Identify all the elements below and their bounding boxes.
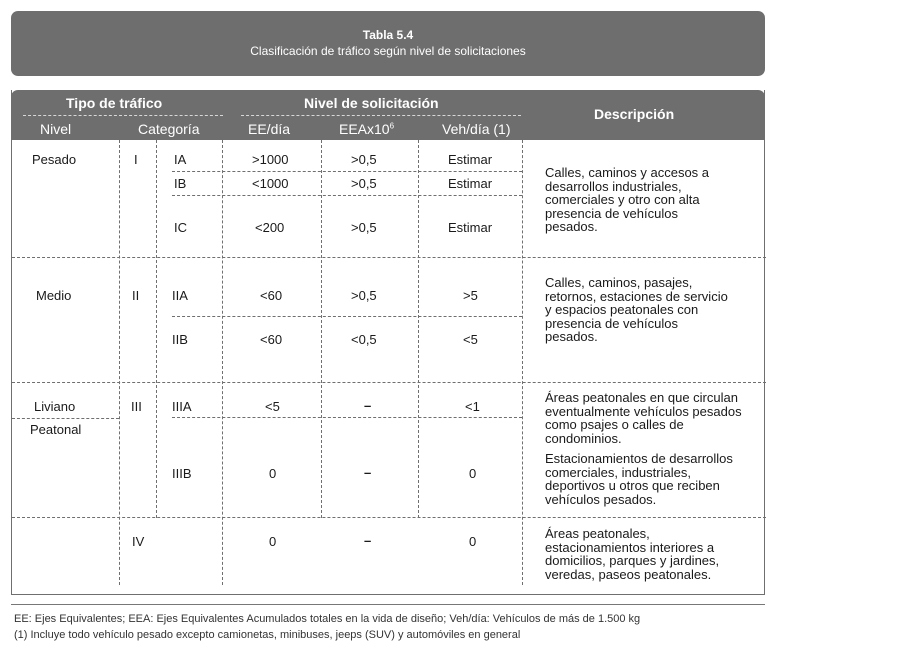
header-categoria: Categoría xyxy=(138,121,200,137)
table-header xyxy=(11,90,765,140)
caption-number: Tabla 5.4 xyxy=(362,28,414,42)
row-divider-iii xyxy=(12,517,766,518)
cell-eea-ia: >0,5 xyxy=(351,152,377,167)
col-divider-nivel xyxy=(119,140,120,585)
cell-veh-iia: >5 xyxy=(463,288,478,303)
footnote-rule xyxy=(11,604,765,605)
row-divider-iiia xyxy=(172,417,522,418)
cell-eea-iiib: – xyxy=(364,465,372,480)
col-divider-ee xyxy=(321,140,322,518)
row-divider-liviano xyxy=(12,418,119,419)
cell-veh-iiib: 0 xyxy=(469,466,477,481)
cell-cat-iiib: IIIB xyxy=(172,466,192,481)
footnote-1: (1) Incluye todo vehículo pesado excepto camionetas, minibuses, jeeps (SUV) y automóviles en general xyxy=(14,629,521,641)
cell-eea-iiia: – xyxy=(364,398,372,413)
row-divider-iia xyxy=(172,316,522,317)
cell-roman-ii: II xyxy=(132,288,140,303)
cell-cat-iib: IIB xyxy=(172,332,188,347)
col-divider-veh xyxy=(522,140,523,585)
desc-medio: Calles, caminos, pasajes, retornos, estaciones de servicio y espacios peatonales con presencia de vehículos pesados. xyxy=(545,275,728,344)
col-divider-roman xyxy=(156,140,157,518)
cell-nivel-liviano: Liviano xyxy=(34,399,76,414)
traffic-classification-table xyxy=(11,90,765,595)
desc-liviano-2: Estacionamientos de desarrollos comerciales, industriales, deportivos u otros que reciben vehículos pesados. xyxy=(545,451,733,507)
caption-title: Clasificación de tráfico según nivel de solicitaciones xyxy=(250,44,526,58)
cell-veh-ic: Estimar xyxy=(448,220,493,235)
cell-veh-ib: Estimar xyxy=(448,176,493,191)
cell-roman-iii: III xyxy=(131,399,142,414)
cell-ee-iib: <60 xyxy=(260,332,283,347)
cell-veh-iib: <5 xyxy=(463,332,478,347)
footnote-abbreviations: EE: Ejes Equivalentes; EEA: Ejes Equivalentes Acumulados totales en la vida de diseño; Veh/día: Vehículos de más de 1.500 kg xyxy=(14,613,641,625)
header-tipo-trafico: Tipo de tráfico xyxy=(66,95,163,111)
cell-veh-ia: Estimar xyxy=(448,152,493,167)
row-divider-pesado xyxy=(12,257,766,258)
cell-nivel-medio: Medio xyxy=(36,288,72,303)
desc-liviano-1: Áreas peatonales en que circulan eventualmente vehículos pesados como psajes o calles de condominios. xyxy=(545,390,742,446)
cell-eea-iib: <0,5 xyxy=(351,332,377,347)
row-divider-ib xyxy=(172,195,522,196)
cell-eea-ib: >0,5 xyxy=(351,176,377,191)
cell-eea-iia: >0,5 xyxy=(351,288,377,303)
cell-cat-ib: IB xyxy=(174,176,187,191)
cell-ee-ib: <1000 xyxy=(252,176,289,191)
header-divider-tipo xyxy=(23,115,223,116)
header-divider-nivel xyxy=(241,115,521,116)
header-nivel: Nivel xyxy=(40,121,72,137)
cell-veh-iv: 0 xyxy=(469,534,477,549)
cell-cat-ic: IC xyxy=(174,220,187,235)
cell-roman-i: I xyxy=(134,152,138,167)
cell-ee-iv: 0 xyxy=(269,534,277,549)
col-divider-categoria xyxy=(222,140,223,585)
cell-ee-iia: <60 xyxy=(260,288,283,303)
cell-ee-iiia: <5 xyxy=(265,399,280,414)
header-ee-dia: EE/día xyxy=(248,121,291,137)
cell-nivel-peatonal: Peatonal xyxy=(30,422,82,437)
header-veh-dia: Veh/día (1) xyxy=(442,121,511,137)
cell-cat-iia: IIA xyxy=(172,288,188,303)
header-eea: $EEAx10^6$ xyxy=(339,121,395,137)
cell-nivel-pesado: Pesado xyxy=(32,152,77,167)
table-caption xyxy=(11,11,765,76)
desc-pesado: Calles, caminos y accesos a desarrollos industriales, comerciales y otro con alta presencia de vehículos pesados. xyxy=(545,165,710,234)
cell-ee-ia: >1000 xyxy=(252,152,289,167)
cell-ee-iiib: 0 xyxy=(269,466,277,481)
cell-cat-ia: IA xyxy=(174,152,187,167)
cell-roman-iv: IV xyxy=(132,534,145,549)
col-divider-eea xyxy=(418,140,419,518)
cell-ee-ic: <200 xyxy=(255,220,285,235)
header-descripcion: Descripción xyxy=(594,106,675,122)
header-nivel-solicitacion: Nivel de solicitación xyxy=(304,95,439,111)
cell-eea-iv: – xyxy=(364,533,372,548)
row-divider-ia xyxy=(172,171,522,172)
cell-eea-ic: >0,5 xyxy=(351,220,377,235)
row-divider-medio xyxy=(12,382,766,383)
cell-veh-iiia: <1 xyxy=(465,399,480,414)
desc-iv: Áreas peatonales, estacionamientos interiores a domicilios, parques y jardines, veredas, paseos peatonales. xyxy=(545,526,720,582)
cell-cat-iiia: IIIA xyxy=(172,399,192,414)
